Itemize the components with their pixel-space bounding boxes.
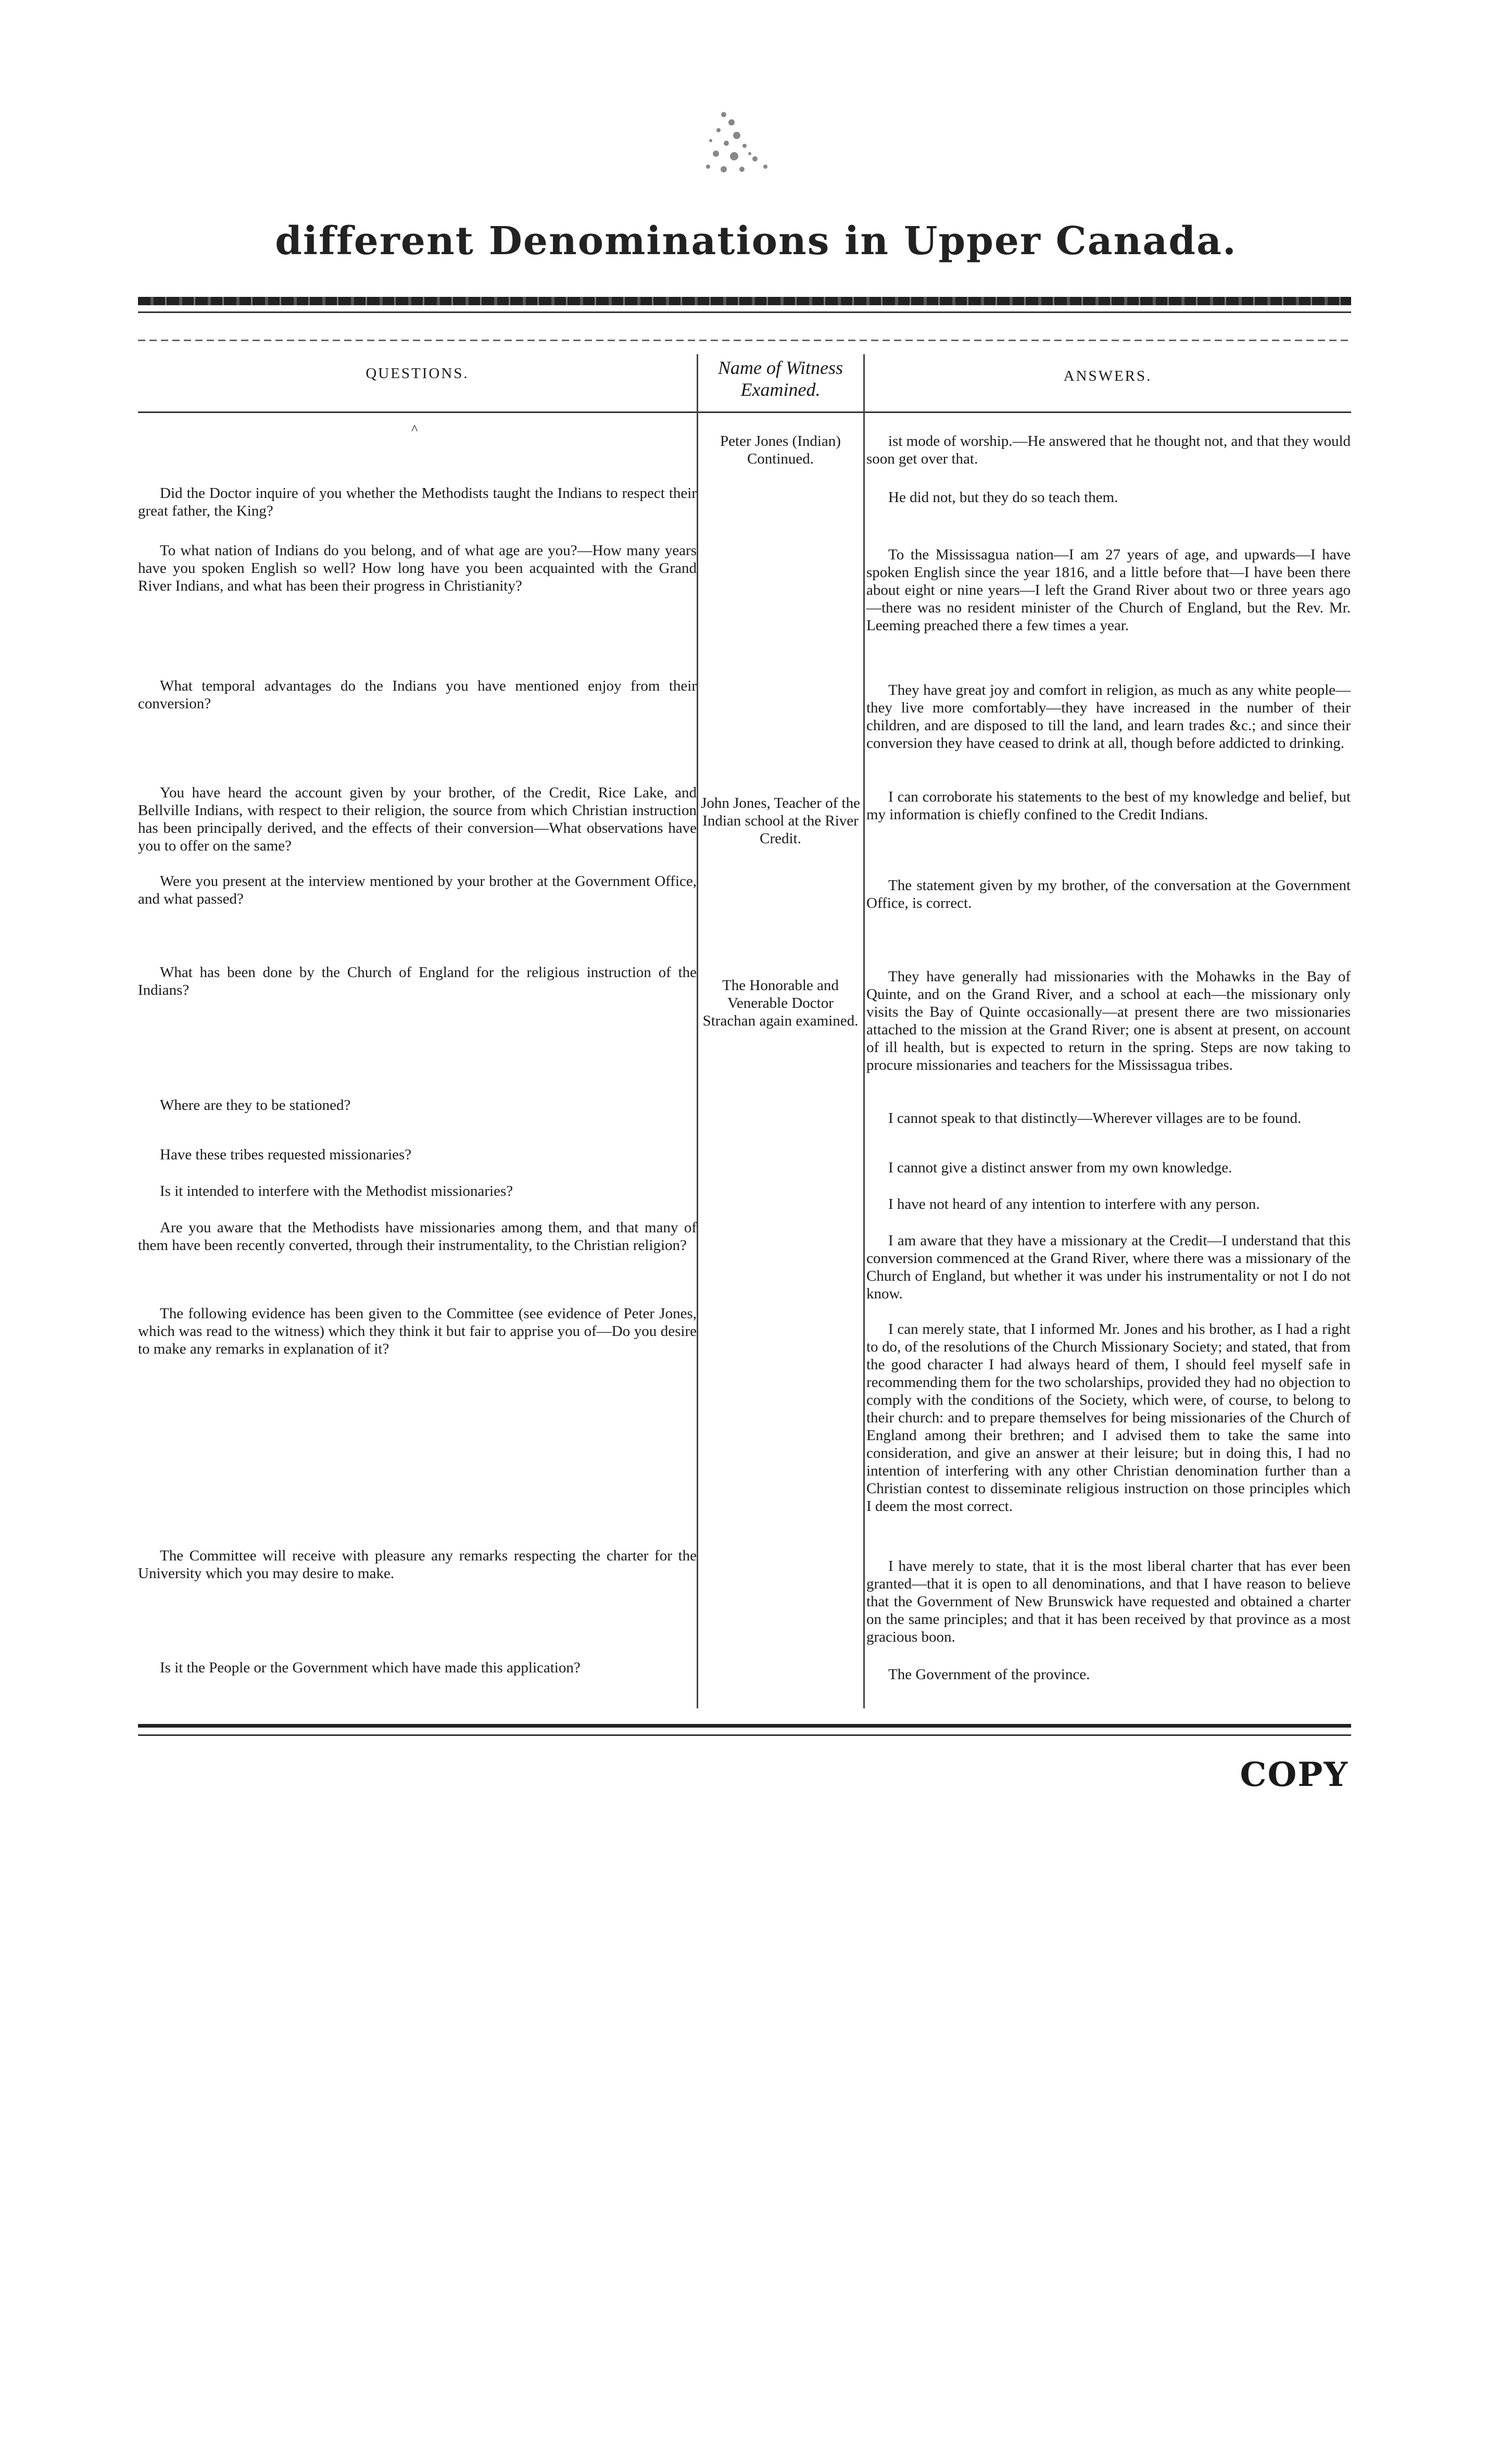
answer-text: They have great joy and comfort in religion, as much as any white people—they live more comfortably—they have increased in the number of their children, and are disposed to till the land, and learn trades &c.; and since their conversion they have ceased to drink at all, though before addicted to drinking. xyxy=(866,682,1351,752)
header-divider xyxy=(138,411,1351,413)
copy-label: COPY xyxy=(1240,1755,1349,1794)
witness-name: The Honorable and Venerable Doctor Strachan again examined. xyxy=(702,977,859,1029)
dashed-divider xyxy=(138,340,1351,341)
page-title: different Denominations in Upper Canada. xyxy=(275,219,1237,264)
caret-mark: ^ xyxy=(411,422,418,437)
column-divider-right xyxy=(863,354,865,1708)
answer-text: They have generally had missionaries with the Mohawks in the Bay of Quinte, and on the Grand River, and a school at each—the missionary only visits the Bay of Quinte occasionally—at present there are two missionaries attached to the mission at the Grand River; one is absent at present, on account of ill health, but is expected to return in the spring. Steps are now taking to procure missionaries and teachers for the Mississagua tribes. xyxy=(866,968,1351,1073)
answer-text: To the Mississagua nation—I am 27 years of age, and upwards—I have spoken English since the year 1816, and a little before that—I have been there about eight or nine years—I left the Grand River about two or three years ago—there was no resident minister of the Church of England, but the Rev. Mr. Leeming preached there a few times a year. xyxy=(866,546,1351,634)
divider xyxy=(138,311,1351,313)
answers-header: ANSWERS. xyxy=(1063,368,1152,384)
answer-text: I have not heard of any intention to interfere with any person. xyxy=(888,1196,1260,1212)
questions-header: QUESTIONS. xyxy=(366,365,469,382)
question-text: Did the Doctor inquire of you whether the Methodists taught the Indians to respect their great father, the King? xyxy=(138,485,697,519)
decorative-rule xyxy=(138,297,1351,305)
answer-text: I have merely to state, that it is the most liberal charter that has ever been granted—that it is open to all denominations, and that I have reason to believe that the Government of New Brunswick have requested and obtained a charter on the same principles; and that it has been received by that province as a most gracious boon. xyxy=(866,1558,1351,1645)
question-text: Are you aware that the Methodists have missionaries among them, and that many of them have been recently converted, through their instrumentality, to the Christian religion? xyxy=(138,1219,697,1254)
answer-text: He did not, but they do so teach them. xyxy=(888,489,1118,506)
footer-rule xyxy=(138,1724,1351,1728)
question-text: The Committee will receive with pleasure any remarks respecting the charter for the University which you may desire to make. xyxy=(138,1547,697,1582)
question-text: You have heard the account given by your brother, of the Credit, Rice Lake, and Bellville Indians, with respect to their religion, the source from which Christian instruction has been principally derived, and the effects of their conversion—What observations have you to offer on the same? xyxy=(138,784,697,854)
answer-text: ist mode of worship.—He answered that he thought not, and that they would soon get over that. xyxy=(866,433,1351,467)
witness-header: Name of Witness Examined. xyxy=(718,357,843,400)
answer-text: I can merely state, that I informed Mr. Jones and his brother, as I had a right to do, of the resolutions of the Church Missionary Society; and stated, that from the good character I had always heard of them, I should feel myself safe in recommending them for the two scholarships, provided they had no objection to comply with the conditions of the Society, which were, of course, to belong to their church: and to prepare themselves for being missionaries of the Church of England among their brethren; and I advised them to take the same into consideration, and give an answer at their leisure; but in doing this, I had no intention of interfering with any other Christian denomination further than a Christian contest to disseminate religious instruction on those principles which I deem the most correct. xyxy=(866,1321,1351,1515)
question-text: Were you present at the interview mentioned by your brother at the Government Office, and what passed? xyxy=(138,873,697,907)
question-text: The following evidence has been given to the Committee (see evidence of Peter Jones, which was read to the witness) which they think it but fair to apprise you of—Do you desire to make any remarks in explanation of it? xyxy=(138,1305,697,1357)
witness-name: John Jones, Teacher of the Indian school at the River Credit. xyxy=(701,795,860,847)
question-text: What has been done by the Church of England for the religious instruction of the Indians? xyxy=(138,964,697,998)
printer-ornament-icon xyxy=(687,104,786,182)
column-divider-left xyxy=(697,354,698,1708)
question-text: Is it the People or the Government which have made this application? xyxy=(160,1659,581,1676)
footer-rule-thin xyxy=(138,1734,1351,1736)
question-text: Where are they to be stationed? xyxy=(160,1097,351,1114)
answer-text: I cannot give a distinct answer from my own knowledge. xyxy=(888,1159,1232,1176)
question-text: To what nation of Indians do you belong, and of what age are you?—How many years have you spoken English so well? How long have you been acquainted with the Grand River Indians, and what has been their progress in Christianity? xyxy=(138,542,697,594)
question-text: Have these tribes requested missionaries? xyxy=(160,1146,412,1163)
witness-name: Peter Jones (Indian) Continued. xyxy=(720,433,841,467)
answer-text: I cannot speak to that distinctly—Wherever villages are to be found. xyxy=(888,1110,1302,1127)
answer-text: The statement given by my brother, of the conversation at the Government Office, is correct. xyxy=(866,877,1351,911)
question-text: What temporal advantages do the Indians you have mentioned enjoy from their conversion? xyxy=(138,678,697,712)
question-text: Is it intended to interfere with the Methodist missionaries? xyxy=(160,1183,513,1199)
answer-text: I am aware that they have a missionary at the Credit—I understand that this conversion commenced at the Grand River, where there was a missionary of the Church of England, but whether it was under his instrumentality or not I do not know. xyxy=(866,1232,1351,1302)
answer-text: The Government of the province. xyxy=(888,1666,1090,1683)
answer-text: I can corroborate his statements to the best of my knowledge and belief, but my information is chiefly confined to the Credit Indians. xyxy=(866,789,1351,823)
